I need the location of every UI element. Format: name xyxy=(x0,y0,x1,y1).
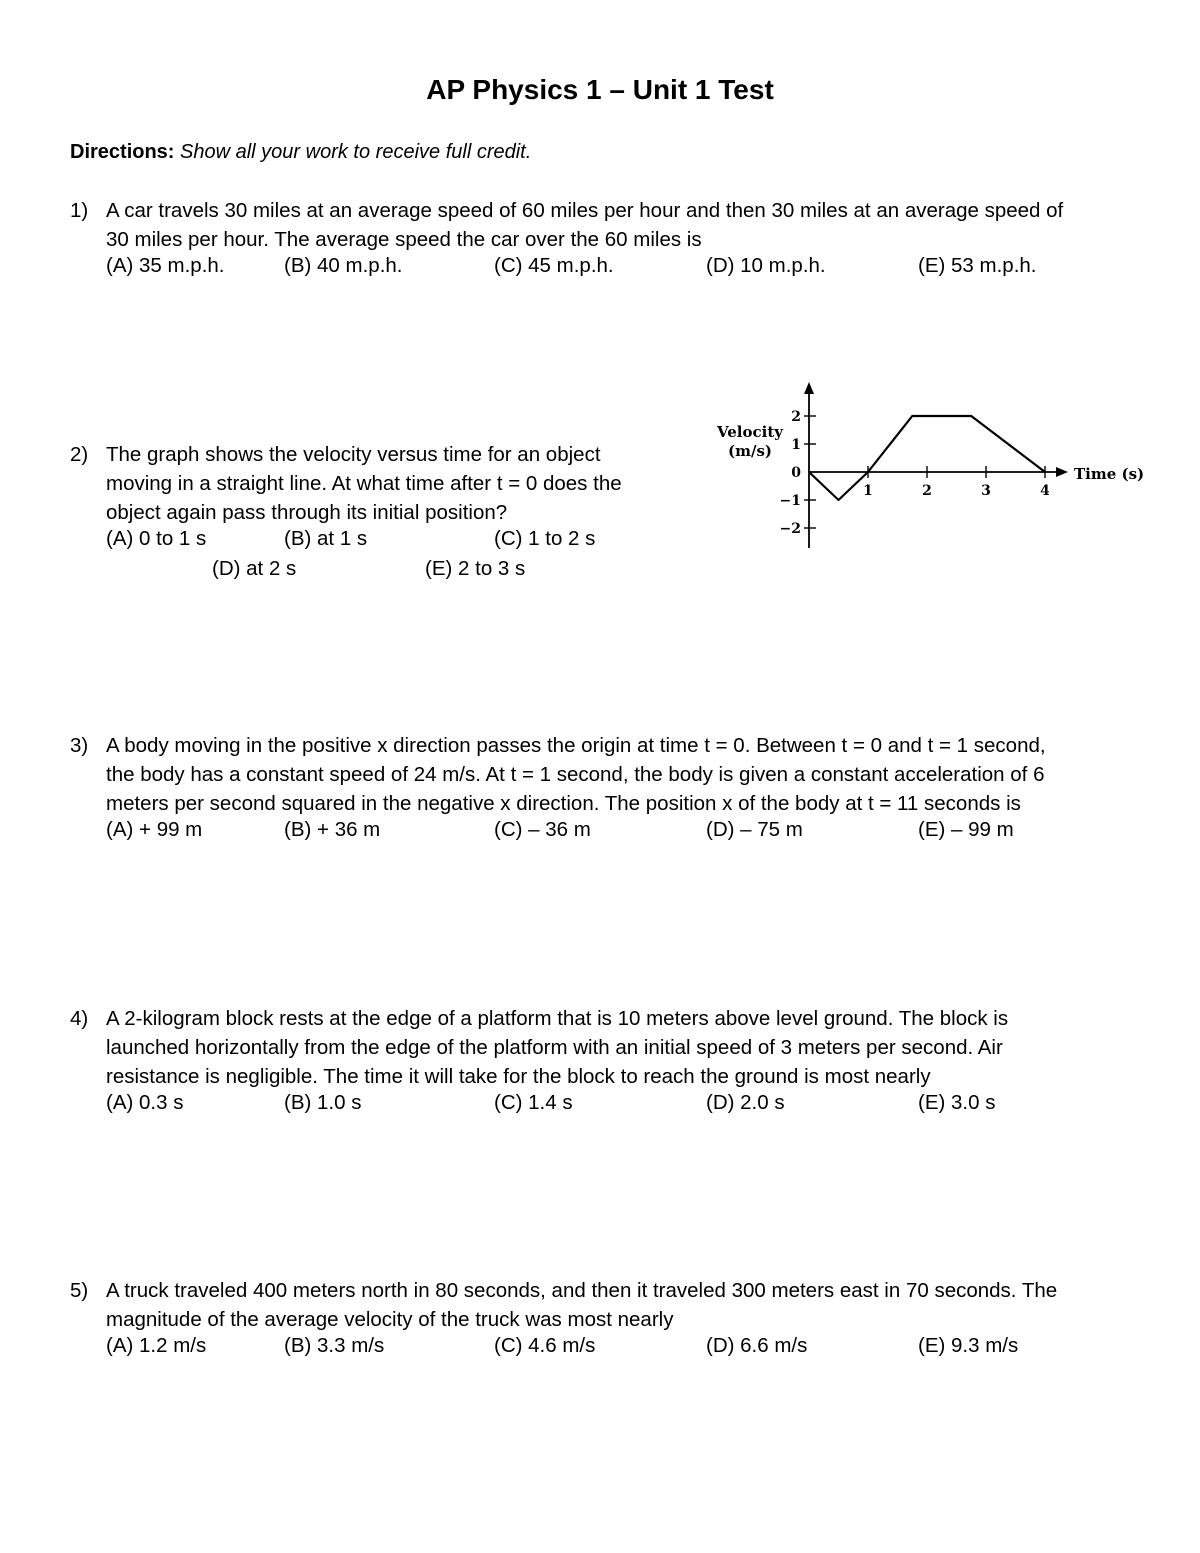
question-number: 3) xyxy=(70,734,89,757)
directions-label: Directions: xyxy=(70,141,175,163)
option-b: (B) 3.3 m/s xyxy=(284,1334,385,1357)
option-d: (D) 6.6 m/s xyxy=(706,1334,808,1357)
y-tick-label: 2 xyxy=(791,409,801,425)
y-tick-label: −2 xyxy=(779,521,801,537)
question-number: 2) xyxy=(70,443,89,466)
x-axis-label: Time (s) xyxy=(1074,465,1145,483)
y-axis-label: Velocity xyxy=(717,423,783,441)
option-c: (C) – 36 m xyxy=(494,818,591,841)
option-b: (B) + 36 m xyxy=(284,818,381,841)
x-tick-label: 2 xyxy=(922,483,932,499)
option-c: (C) 1.4 s xyxy=(494,1091,573,1114)
y-tick-label: −1 xyxy=(779,493,801,509)
question-text-line: A 2-kilogram block rests at the edge of a platform that is 10 meters above level ground. The block is xyxy=(106,1007,1009,1030)
question-text-line: A car travels 30 miles at an average speed of 60 miles per hour and then 30 miles at an average speed of xyxy=(106,199,1064,222)
option-e: (E) 9.3 m/s xyxy=(918,1334,1019,1357)
option-a: (A) 0 to 1 s xyxy=(106,527,207,550)
x-tick-label: 4 xyxy=(1040,483,1050,499)
question-text-line: launched horizontally from the edge of the platform with an initial speed of 3 meters per second. Air xyxy=(106,1036,1003,1059)
option-d: (D) 2.0 s xyxy=(706,1091,785,1114)
option-a: (A) + 99 m xyxy=(106,818,203,841)
option-e: (E) 2 to 3 s xyxy=(425,557,526,580)
option-a: (A) 35 m.p.h. xyxy=(106,254,225,277)
question-text-line: resistance is negligible. The time it will take for the block to reach the ground is most nearly xyxy=(106,1065,931,1088)
option-e: (E) 53 m.p.h. xyxy=(918,254,1037,277)
question-number: 1) xyxy=(70,199,89,222)
option-b: (B) 1.0 s xyxy=(284,1091,362,1114)
option-d: (D) – 75 m xyxy=(706,818,803,841)
question-text-line: the body has a constant speed of 24 m/s. At t = 1 second, the body is given a constant acceleration of 6 xyxy=(106,763,1045,786)
velocity-time-graph xyxy=(700,376,1160,556)
x-tick-label: 3 xyxy=(981,483,991,499)
question-text-line: moving in a straight line. At what time after t = 0 does the xyxy=(106,472,622,495)
question-text-line: 30 miles per hour. The average speed the car over the 60 miles is xyxy=(106,228,702,251)
option-e: (E) 3.0 s xyxy=(918,1091,996,1114)
question-text-line: A body moving in the positive x direction passes the origin at time t = 0. Between t = 0 and t = 1 second, xyxy=(106,734,1046,757)
option-d: (D) 10 m.p.h. xyxy=(706,254,826,277)
question-text-line: magnitude of the average velocity of the truck was most nearly xyxy=(106,1308,674,1331)
option-b: (B) at 1 s xyxy=(284,527,368,550)
question-text-line: The graph shows the velocity versus time for an object xyxy=(106,443,601,466)
x-axis-arrow xyxy=(1056,467,1068,477)
y-tick-label: 1 xyxy=(791,437,801,453)
question-number: 4) xyxy=(70,1007,89,1030)
question-text-line: object again pass through its initial position? xyxy=(106,501,508,524)
option-a: (A) 0.3 s xyxy=(106,1091,184,1114)
question-text-line: meters per second squared in the negative x direction. The position x of the body at t = 11 seconds is xyxy=(106,792,1021,815)
option-a: (A) 1.2 m/s xyxy=(106,1334,207,1357)
option-c: (C) 1 to 2 s xyxy=(494,527,596,550)
option-d: (D) at 2 s xyxy=(212,557,297,580)
question-number: 5) xyxy=(70,1279,89,1302)
option-c: (C) 4.6 m/s xyxy=(494,1334,596,1357)
option-c: (C) 45 m.p.h. xyxy=(494,254,614,277)
option-b: (B) 40 m.p.h. xyxy=(284,254,403,277)
y-axis-arrow xyxy=(804,382,814,394)
page-title: AP Physics 1 – Unit 1 Test xyxy=(426,74,774,105)
option-e: (E) – 99 m xyxy=(918,818,1014,841)
x-tick-label: 1 xyxy=(863,483,873,499)
directions-text: Show all your work to receive full credit. xyxy=(180,141,532,163)
question-text-line: A truck traveled 400 meters north in 80 seconds, and then it traveled 300 meters east in 70 seconds. The xyxy=(106,1279,1058,1302)
directions xyxy=(70,141,531,164)
y-tick-label: 0 xyxy=(791,465,801,481)
y-axis-unit: (m/s) xyxy=(728,442,772,460)
